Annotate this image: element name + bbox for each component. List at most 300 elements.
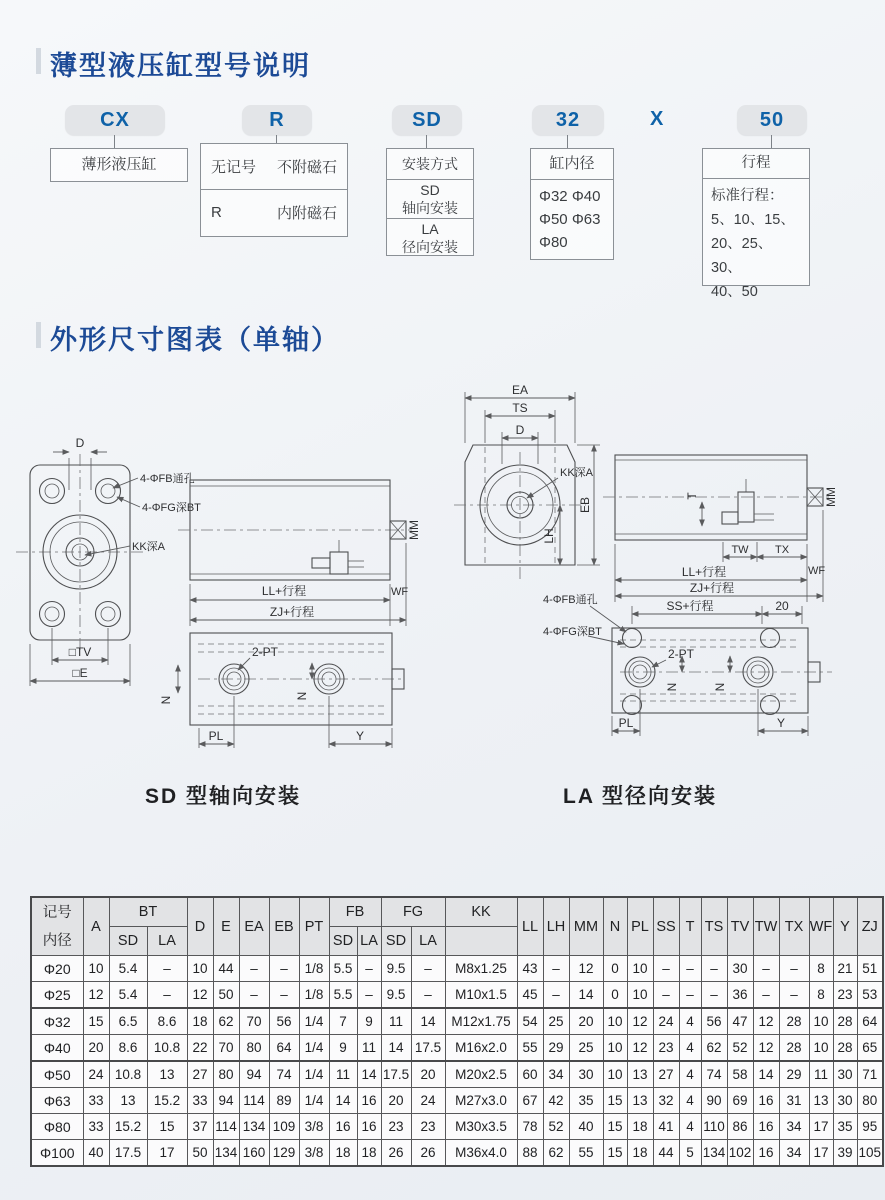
stroke-line: 20、25、30、 xyxy=(711,236,773,276)
mounting-option xyxy=(387,180,473,219)
dimension-cell: 70 xyxy=(239,1008,269,1035)
dimension-cell: – xyxy=(147,982,187,1009)
dim-label-y: Y xyxy=(776,716,786,730)
dimension-cell: 86 xyxy=(727,1114,753,1140)
dimension-cell: 74 xyxy=(701,1061,727,1088)
dimension-cell: 10 xyxy=(627,982,653,1009)
dimension-cell: 36 xyxy=(727,982,753,1009)
connector-line xyxy=(567,135,568,148)
dimension-cell: 31 xyxy=(779,1088,809,1114)
header-ll: LL xyxy=(517,897,543,956)
dimension-cell: 5.5 xyxy=(329,956,357,982)
dimension-cell: 4 xyxy=(679,1061,701,1088)
sd-mounting-drawing xyxy=(12,428,442,763)
magnet-option-row xyxy=(201,190,347,235)
dimension-cell: 89 xyxy=(269,1088,299,1114)
dimension-cell: 20 xyxy=(411,1061,445,1088)
model-box-stroke xyxy=(702,148,810,300)
dimension-cell: 11 xyxy=(809,1061,833,1088)
dimension-cell: 24 xyxy=(653,1008,679,1035)
dim-label-fb-hole: 4-ΦFB通孔 xyxy=(140,473,195,485)
dim-label-lh: LH xyxy=(542,528,556,544)
stroke-line: 5、10、15、 xyxy=(711,212,795,228)
sd-drawing-caption: SD 型轴向安装 xyxy=(145,785,302,808)
dimension-cell: 1/4 xyxy=(299,1035,329,1062)
dimension-table xyxy=(30,896,884,1167)
header-ea: EA xyxy=(239,897,269,956)
mounting-header: 安装方式 xyxy=(387,149,473,180)
dimension-cell: 28 xyxy=(779,1035,809,1062)
dimension-cell: 17.5 xyxy=(381,1061,411,1088)
dimension-cell: 27 xyxy=(187,1061,213,1088)
header-ts: TS xyxy=(701,897,727,956)
stroke-line: 40、50 xyxy=(711,284,758,300)
dimension-cell: 45 xyxy=(517,982,543,1009)
dimension-cell: 10 xyxy=(187,956,213,982)
dimension-cell: 55 xyxy=(569,1140,603,1167)
dimension-cell: 23 xyxy=(653,1035,679,1062)
connector-line xyxy=(114,135,115,148)
dim-label-n-left: N xyxy=(159,695,173,705)
dimension-cell: 160 xyxy=(239,1140,269,1167)
dimension-cell: 12 xyxy=(753,1035,779,1062)
dimension-cell: 16 xyxy=(753,1088,779,1114)
dimension-cell: 26 xyxy=(381,1140,411,1167)
table-row xyxy=(31,1061,883,1088)
dimension-cell: 9 xyxy=(329,1035,357,1062)
dimension-cell: 105 xyxy=(857,1140,883,1167)
dimension-cell: 16 xyxy=(357,1088,381,1114)
bore-sizes xyxy=(531,180,613,259)
dimension-cell: 52 xyxy=(727,1035,753,1062)
dimension-cell: 54 xyxy=(517,1008,543,1035)
dimension-cell: 8.6 xyxy=(147,1008,187,1035)
dimension-cell: 15.2 xyxy=(109,1114,147,1140)
dimension-cell: 17 xyxy=(809,1114,833,1140)
dimension-cell: 4 xyxy=(679,1114,701,1140)
magnet-option-code: 无记号 xyxy=(211,159,257,176)
magnet-option-row xyxy=(201,144,347,190)
dimension-cell: 134 xyxy=(239,1114,269,1140)
dimension-cell: 0 xyxy=(603,956,627,982)
header-bt-sd: SD xyxy=(109,927,147,956)
dimension-cell: 28 xyxy=(779,1008,809,1035)
dim-label-kk-thread: KK深A xyxy=(132,541,166,553)
bore-size-line: Φ50 Φ63 xyxy=(539,211,601,228)
dimension-cell: 12 xyxy=(187,982,213,1009)
dim-label-ts: TS xyxy=(512,401,528,415)
header-d: D xyxy=(187,897,213,956)
dimension-cell: 25 xyxy=(569,1035,603,1062)
dimension-cell: 62 xyxy=(213,1008,239,1035)
dim-label-fg-hole: 4-ΦFG深BT xyxy=(142,502,201,514)
dimension-cell: 35 xyxy=(569,1088,603,1114)
dimension-cell: 0 xyxy=(603,982,627,1009)
model-tag-stroke: 50 xyxy=(737,105,807,135)
dimension-cell: 15 xyxy=(147,1114,187,1140)
dimension-cell: – xyxy=(753,982,779,1009)
mounting-option-label: 轴向安装 xyxy=(402,200,458,216)
dimension-cell: 9 xyxy=(357,1008,381,1035)
dimension-cell: 1/4 xyxy=(299,1061,329,1088)
dimension-cell: 8 xyxy=(809,956,833,982)
dim-label-ll-stroke: LL+行程 xyxy=(261,584,307,598)
bore-size-line: Φ80 xyxy=(539,234,568,251)
dimension-cell: 12 xyxy=(753,1008,779,1035)
dimension-cell: 33 xyxy=(83,1114,109,1140)
dimension-cell: – xyxy=(239,982,269,1009)
dimension-cell: 3/8 xyxy=(299,1114,329,1140)
header-mark-bore xyxy=(31,897,83,956)
dimension-cell: 95 xyxy=(857,1114,883,1140)
dimension-cell: 13 xyxy=(809,1088,833,1114)
la-drawing-caption: LA 型径向安装 xyxy=(563,785,718,808)
dimension-cell: – xyxy=(357,956,381,982)
table-row xyxy=(31,1035,883,1062)
dimension-cell: 33 xyxy=(187,1088,213,1114)
dimension-cell: 1/8 xyxy=(299,982,329,1009)
dimension-cell: 94 xyxy=(239,1061,269,1088)
header-y: Y xyxy=(833,897,857,956)
bore-size-line: Φ32 Φ40 xyxy=(539,188,601,205)
dimension-cell: 1/4 xyxy=(299,1088,329,1114)
dimension-cell: 4 xyxy=(679,1088,701,1114)
dimension-cell: 114 xyxy=(239,1088,269,1114)
dimension-cell: 16 xyxy=(753,1140,779,1167)
bore-label-cell: Φ20 xyxy=(31,956,83,982)
dim-label-y: Y xyxy=(355,729,365,743)
model-box-cylinder: 薄形液压缸 xyxy=(50,148,188,182)
dim-label-e: □E xyxy=(72,666,88,680)
la-front-view xyxy=(454,384,600,580)
header-n: N xyxy=(603,897,627,956)
mounting-bolt-holes xyxy=(623,629,780,715)
bore-label-cell: Φ40 xyxy=(31,1035,83,1062)
dim-label-d: D xyxy=(75,436,85,450)
dimension-cell: 71 xyxy=(857,1061,883,1088)
dimension-cell: 15 xyxy=(603,1088,627,1114)
dimension-cell: 39 xyxy=(833,1140,857,1167)
dimension-cell: 134 xyxy=(701,1140,727,1167)
dimension-cell: 55 xyxy=(517,1035,543,1062)
dimension-cell: 78 xyxy=(517,1114,543,1140)
dimension-cell: 40 xyxy=(569,1114,603,1140)
dimension-cell: 17.5 xyxy=(411,1035,445,1062)
dimension-cell: 20 xyxy=(569,1008,603,1035)
dimension-cell: 8 xyxy=(809,982,833,1009)
dim-label-ss-stroke: SS+行程 xyxy=(666,599,714,613)
sd-side-view xyxy=(178,480,421,626)
dimension-cell: M20x2.5 xyxy=(445,1061,517,1088)
dimension-table-header xyxy=(31,897,883,956)
dim-label-ea: EA xyxy=(511,384,529,397)
dimension-cell: – xyxy=(701,982,727,1009)
la-side-view xyxy=(603,455,838,624)
dimension-cell: 44 xyxy=(213,956,239,982)
dimension-cell: 26 xyxy=(411,1140,445,1167)
bore-label-cell: Φ50 xyxy=(31,1061,83,1088)
dim-label-tw: TW xyxy=(731,544,749,556)
dimension-cell: 7 xyxy=(329,1008,357,1035)
dimension-cell: 30 xyxy=(833,1061,857,1088)
dimension-cell: 10 xyxy=(627,956,653,982)
header-fg-sd: SD xyxy=(381,927,411,956)
dimension-cell: 25 xyxy=(543,1008,569,1035)
table-row xyxy=(31,956,883,982)
dimension-cell: 29 xyxy=(543,1035,569,1062)
header-mm: MM xyxy=(569,897,603,956)
dimension-cell: 24 xyxy=(411,1088,445,1114)
table-row xyxy=(31,982,883,1009)
dimension-cell: 58 xyxy=(727,1061,753,1088)
dim-label-ll-stroke: LL+行程 xyxy=(681,565,727,579)
header-kk: KK xyxy=(445,897,517,927)
header-bt: BT xyxy=(109,897,187,927)
dimension-cell: 17.5 xyxy=(109,1140,147,1167)
dimension-cell: 15 xyxy=(83,1008,109,1035)
dimension-cell: 94 xyxy=(213,1088,239,1114)
dimension-cell: 22 xyxy=(187,1035,213,1062)
model-tag-r: R xyxy=(242,105,312,135)
dimension-cell: 8.6 xyxy=(109,1035,147,1062)
dimension-cell: 13 xyxy=(109,1088,147,1114)
header-fb-la: LA xyxy=(357,927,381,956)
dimension-cell: 53 xyxy=(857,982,883,1009)
bore-label-cell: Φ32 xyxy=(31,1008,83,1035)
model-tag-bore: 32 xyxy=(532,105,604,135)
bore-header: 缸内径 xyxy=(531,149,613,180)
dimension-cell: – xyxy=(653,956,679,982)
dimension-cell: 16 xyxy=(753,1114,779,1140)
dimension-cell: M30x3.5 xyxy=(445,1114,517,1140)
dimension-cell: 13 xyxy=(627,1061,653,1088)
dimension-cell: 80 xyxy=(857,1088,883,1114)
dim-label-n-mid: N xyxy=(713,682,727,692)
dimension-cell: 29 xyxy=(779,1061,809,1088)
magnet-option-desc: 不附磁石 xyxy=(276,159,337,176)
dimension-cell: 80 xyxy=(239,1035,269,1062)
dimension-cell: 109 xyxy=(269,1114,299,1140)
dimension-cell: 15 xyxy=(603,1114,627,1140)
header-tw: TW xyxy=(753,897,779,956)
dimension-cell: M12x1.75 xyxy=(445,1008,517,1035)
dim-label-wf: WF xyxy=(808,565,826,577)
dimension-cell: 10 xyxy=(809,1035,833,1062)
dimension-cell: 17 xyxy=(147,1140,187,1167)
dimension-cell: 35 xyxy=(833,1114,857,1140)
table-row xyxy=(31,1114,883,1140)
dimension-cell: 10 xyxy=(603,1008,627,1035)
dim-label-t: T xyxy=(685,492,699,500)
dimension-cell: – xyxy=(753,956,779,982)
dim-label-pl: PL xyxy=(208,729,224,743)
dimension-cell: 15.2 xyxy=(147,1088,187,1114)
dimension-cell: 34 xyxy=(779,1114,809,1140)
dimension-cell: – xyxy=(269,956,299,982)
dimension-cell: 6.5 xyxy=(109,1008,147,1035)
dimension-cell: 12 xyxy=(627,1035,653,1062)
table-row xyxy=(31,1140,883,1167)
dimension-cell: 50 xyxy=(187,1140,213,1167)
dimension-cell: 23 xyxy=(833,982,857,1009)
dimension-cell: 67 xyxy=(517,1088,543,1114)
dimension-cell: 17 xyxy=(809,1140,833,1167)
dim-label-n-mid: N xyxy=(295,691,309,701)
dimension-cell: 74 xyxy=(269,1061,299,1088)
dimension-cell: 114 xyxy=(213,1114,239,1140)
bore-label-cell: Φ63 xyxy=(31,1088,83,1114)
dimension-cell: 30 xyxy=(727,956,753,982)
dimension-cell: M16x2.0 xyxy=(445,1035,517,1062)
dimension-cell: – xyxy=(679,982,701,1009)
dim-label-n-left: N xyxy=(665,682,679,692)
dimension-cell: 20 xyxy=(83,1035,109,1062)
dim-label-2pt: 2-PT xyxy=(668,647,695,661)
dimension-cell: 12 xyxy=(627,1008,653,1035)
header-bore: 内径 xyxy=(42,932,72,949)
model-box-magnet xyxy=(200,143,348,237)
connector-line xyxy=(771,135,772,148)
dimension-cell: – xyxy=(701,956,727,982)
dimension-cell: – xyxy=(779,956,809,982)
header-e: E xyxy=(213,897,239,956)
stroke-header: 行程 xyxy=(703,149,809,179)
dimension-cell: 1/8 xyxy=(299,956,329,982)
dimension-cell: 33 xyxy=(83,1088,109,1114)
dim-label-mm: MM xyxy=(824,487,838,507)
dimension-cell: 24 xyxy=(83,1061,109,1088)
dimension-cell: 9.5 xyxy=(381,956,411,982)
dimension-cell: 134 xyxy=(213,1140,239,1167)
dimension-cell: 14 xyxy=(569,982,603,1009)
header-ss: SS xyxy=(653,897,679,956)
magnet-option-desc: 内附磁石 xyxy=(276,205,337,222)
dim-label-end-offset: 20 xyxy=(775,599,789,613)
dimension-cell: 1/4 xyxy=(299,1008,329,1035)
dimension-cell: 18 xyxy=(329,1140,357,1167)
dimension-cell: – xyxy=(653,982,679,1009)
header-mark: 记号 xyxy=(42,904,72,921)
dimension-cell: 14 xyxy=(753,1061,779,1088)
dimension-cell: 16 xyxy=(329,1114,357,1140)
dimension-cell: 9.5 xyxy=(381,982,411,1009)
dimension-cell: 110 xyxy=(701,1114,727,1140)
dimension-cell: 51 xyxy=(857,956,883,982)
stroke-line: 标准行程： xyxy=(711,188,784,204)
header-pl: PL xyxy=(627,897,653,956)
dimension-cell: 11 xyxy=(329,1061,357,1088)
dimension-cell: 11 xyxy=(357,1035,381,1062)
model-section-title: 薄型液压缸型号说明 xyxy=(40,44,311,83)
header-tv: TV xyxy=(727,897,753,956)
dimension-cell: 28 xyxy=(833,1008,857,1035)
dim-label-mm: MM xyxy=(407,520,421,540)
header-eb: EB xyxy=(269,897,299,956)
dimension-cell: – xyxy=(543,956,569,982)
dimension-cell: 5.4 xyxy=(109,956,147,982)
dim-label-eb: EB xyxy=(578,496,592,514)
dim-label-wf: WF xyxy=(391,586,409,598)
dimension-cell: 10.8 xyxy=(147,1035,187,1062)
dimension-cell: 43 xyxy=(517,956,543,982)
dimension-cell: 18 xyxy=(627,1114,653,1140)
dimension-cell: 10.8 xyxy=(109,1061,147,1088)
dimension-cell: – xyxy=(411,982,445,1009)
dimension-cell: 23 xyxy=(411,1114,445,1140)
dimension-cell: 42 xyxy=(543,1088,569,1114)
dimension-cell: 4 xyxy=(679,1035,701,1062)
dimension-cell: 5.5 xyxy=(329,982,357,1009)
dimension-cell: M10x1.5 xyxy=(445,982,517,1009)
dimension-cell: 44 xyxy=(653,1140,679,1167)
dimension-cell: 47 xyxy=(727,1008,753,1035)
dimension-cell: 14 xyxy=(381,1035,411,1062)
dimension-cell: 56 xyxy=(269,1008,299,1035)
mounting-option-code: LA xyxy=(421,221,439,237)
dimension-cell: 37 xyxy=(187,1114,213,1140)
mounting-option xyxy=(387,219,473,257)
bore-label-cell: Φ80 xyxy=(31,1114,83,1140)
dimension-cell: 80 xyxy=(213,1061,239,1088)
dimension-cell: M27x3.0 xyxy=(445,1088,517,1114)
header-fg-la: LA xyxy=(411,927,445,956)
table-row xyxy=(31,1088,883,1114)
dimension-cell: 10 xyxy=(83,956,109,982)
dimension-cell: 14 xyxy=(329,1088,357,1114)
model-code-diagram xyxy=(40,100,850,300)
sd-front-view xyxy=(16,436,201,686)
dimension-cell: 3/8 xyxy=(299,1140,329,1167)
bore-label-cell: Φ100 xyxy=(31,1140,83,1167)
dimension-cell: 12 xyxy=(83,982,109,1009)
header-pt: PT xyxy=(299,897,329,956)
dim-label-pl: PL xyxy=(618,716,634,730)
port-fitting xyxy=(312,540,364,574)
dimension-cell: 13 xyxy=(147,1061,187,1088)
dimension-cell: 20 xyxy=(381,1088,411,1114)
dimension-cell: 14 xyxy=(357,1061,381,1088)
dimension-cell: 10 xyxy=(809,1008,833,1035)
dimension-cell: 52 xyxy=(543,1114,569,1140)
dimension-cell: 32 xyxy=(653,1088,679,1114)
dimension-cell: 64 xyxy=(269,1035,299,1062)
dimension-cell: 102 xyxy=(727,1140,753,1167)
model-tag-sd: SD xyxy=(392,105,462,135)
bore-label-cell: Φ25 xyxy=(31,982,83,1009)
dimension-cell: 41 xyxy=(653,1114,679,1140)
dim-label-d: D xyxy=(515,423,525,437)
la-mounting-drawing xyxy=(440,384,885,754)
dimension-cell: 90 xyxy=(701,1088,727,1114)
dimension-cell: 12 xyxy=(569,956,603,982)
dimension-cell: – xyxy=(147,956,187,982)
dimension-cell: 40 xyxy=(83,1140,109,1167)
dimension-cell: 30 xyxy=(833,1088,857,1114)
dimension-cell: 56 xyxy=(701,1008,727,1035)
dimension-cell: 65 xyxy=(857,1035,883,1062)
dimension-cell: 16 xyxy=(357,1114,381,1140)
dim-label-zj-stroke: ZJ+行程 xyxy=(269,605,315,619)
header-tx: TX xyxy=(779,897,809,956)
dimension-cell: M36x4.0 xyxy=(445,1140,517,1167)
dimension-cell: 18 xyxy=(187,1008,213,1035)
dimension-cell: 60 xyxy=(517,1061,543,1088)
dimension-cell: – xyxy=(357,982,381,1009)
table-row xyxy=(31,1008,883,1035)
header-kk-sub xyxy=(445,927,517,956)
dim-label-zj-stroke: ZJ+行程 xyxy=(689,581,735,595)
header-fg: FG xyxy=(381,897,445,927)
